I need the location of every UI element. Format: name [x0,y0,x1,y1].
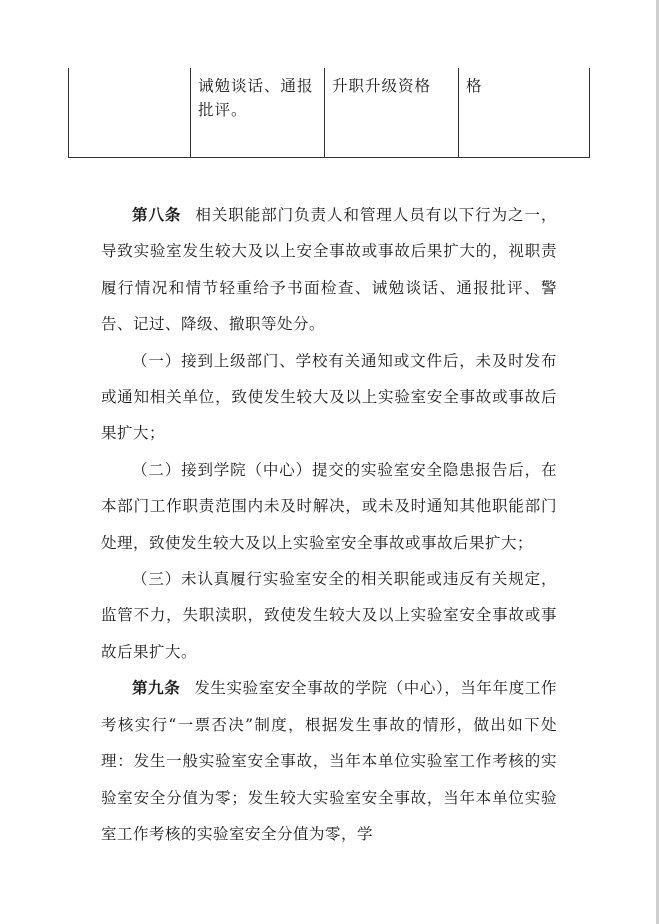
table-cell: 格 [466,77,483,95]
table-cell: 升职升级资格 [332,77,432,95]
table-border-right [589,68,590,158]
table-cell: 诫勉谈话、通报 批评。 [198,77,314,119]
article-title: 第八条 [132,206,182,224]
clause-text: （一）接到上级部门、学校有关通知或文件后，未及时发布或通知相关单位，致使发生较大及以上实验室安全事故或事故后果扩大； [101,351,557,443]
clause-text: （二）接到学院（中心）提交的实验室安全隐患报告后，在本部门工作职责范围内未及时解决，或未及时通知其他职能部门处理，致使发生较大及以上实验室安全事故或事故后果扩大； [101,460,557,552]
clause-1 [101,343,557,452]
table-fragment [68,68,590,158]
article-text: 发生实验室安全事故的学院（中心），当年年度工作考核实行“一票否决”制度，根据发生事故的情形，做出如下处理：发生一般实验室安全事故，当年本单位实验室工作考核的实验室安全分值为零；发生较大实验室安全事故，当年本单位实验室工作考核的实验室安全分值为零，学 [101,679,557,843]
article-title: 第九条 [132,679,181,698]
article-text: 相关职能部门负责人和管理人员有以下行为之一，导致实验室发生较大及以上安全事故或事故后果扩大的，视职责履行情况和情节轻重给予书面检查、诫勉谈话、通报批评、警告、记过、降级、撤职等处分。 [101,206,557,334]
clause-3 [101,561,557,670]
document-body [101,197,557,852]
clause-2 [101,452,557,561]
table-border-bottom [68,157,590,158]
table-divider-1 [190,68,191,158]
table-divider-3 [458,68,459,158]
table-border-left [68,68,69,158]
article-9 [101,670,557,852]
clause-text: （三）未认真履行实验室安全的相关职能或违反有关规定，监管不力，失职渎职，致使发生较大及以上实验室安全事故或事故后果扩大。 [101,570,557,661]
article-8 [101,197,557,343]
table-divider-2 [324,68,325,158]
